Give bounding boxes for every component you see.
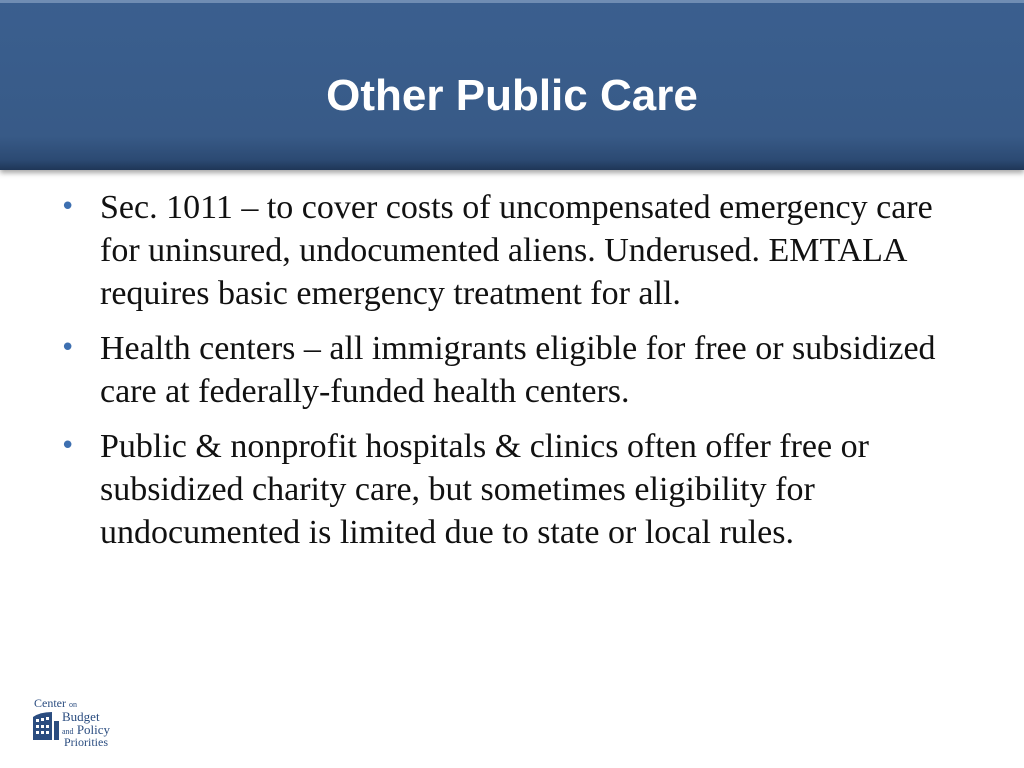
cbpp-logo <box>32 697 128 753</box>
title-bar <box>0 0 1024 170</box>
bullet-icon: • <box>60 333 76 363</box>
logo-center: Center <box>34 696 66 710</box>
bullet-list <box>60 186 970 566</box>
building-icon <box>32 711 60 741</box>
slide-title: Other Public Care <box>326 71 698 120</box>
logo-on: on <box>69 700 77 709</box>
bullet-item <box>60 425 970 554</box>
bullet-item <box>60 327 970 413</box>
logo-priorities: Priorities <box>64 735 108 749</box>
bullet-icon: • <box>60 431 76 461</box>
bullet-text: Public & nonprofit hospitals & clinics often offer free or subsidized charity care, but sometimes eligibility for undocumented is limited due to state or local rules. <box>100 428 869 551</box>
bullet-icon: • <box>60 192 76 222</box>
bullet-item <box>60 186 970 315</box>
logo-budget: Budget <box>62 709 100 724</box>
logo-policy: Policy <box>76 722 111 737</box>
bullet-text: Health centers – all immigrants eligible for free or subsidized care at federally-funded health centers. <box>100 330 936 410</box>
bullet-text: Sec. 1011 – to cover costs of uncompensated emergency care for uninsured, undocumented aliens. Underused. EMTALA requires basic emergency treatment for all. <box>100 189 933 312</box>
logo-and: and <box>62 727 74 736</box>
